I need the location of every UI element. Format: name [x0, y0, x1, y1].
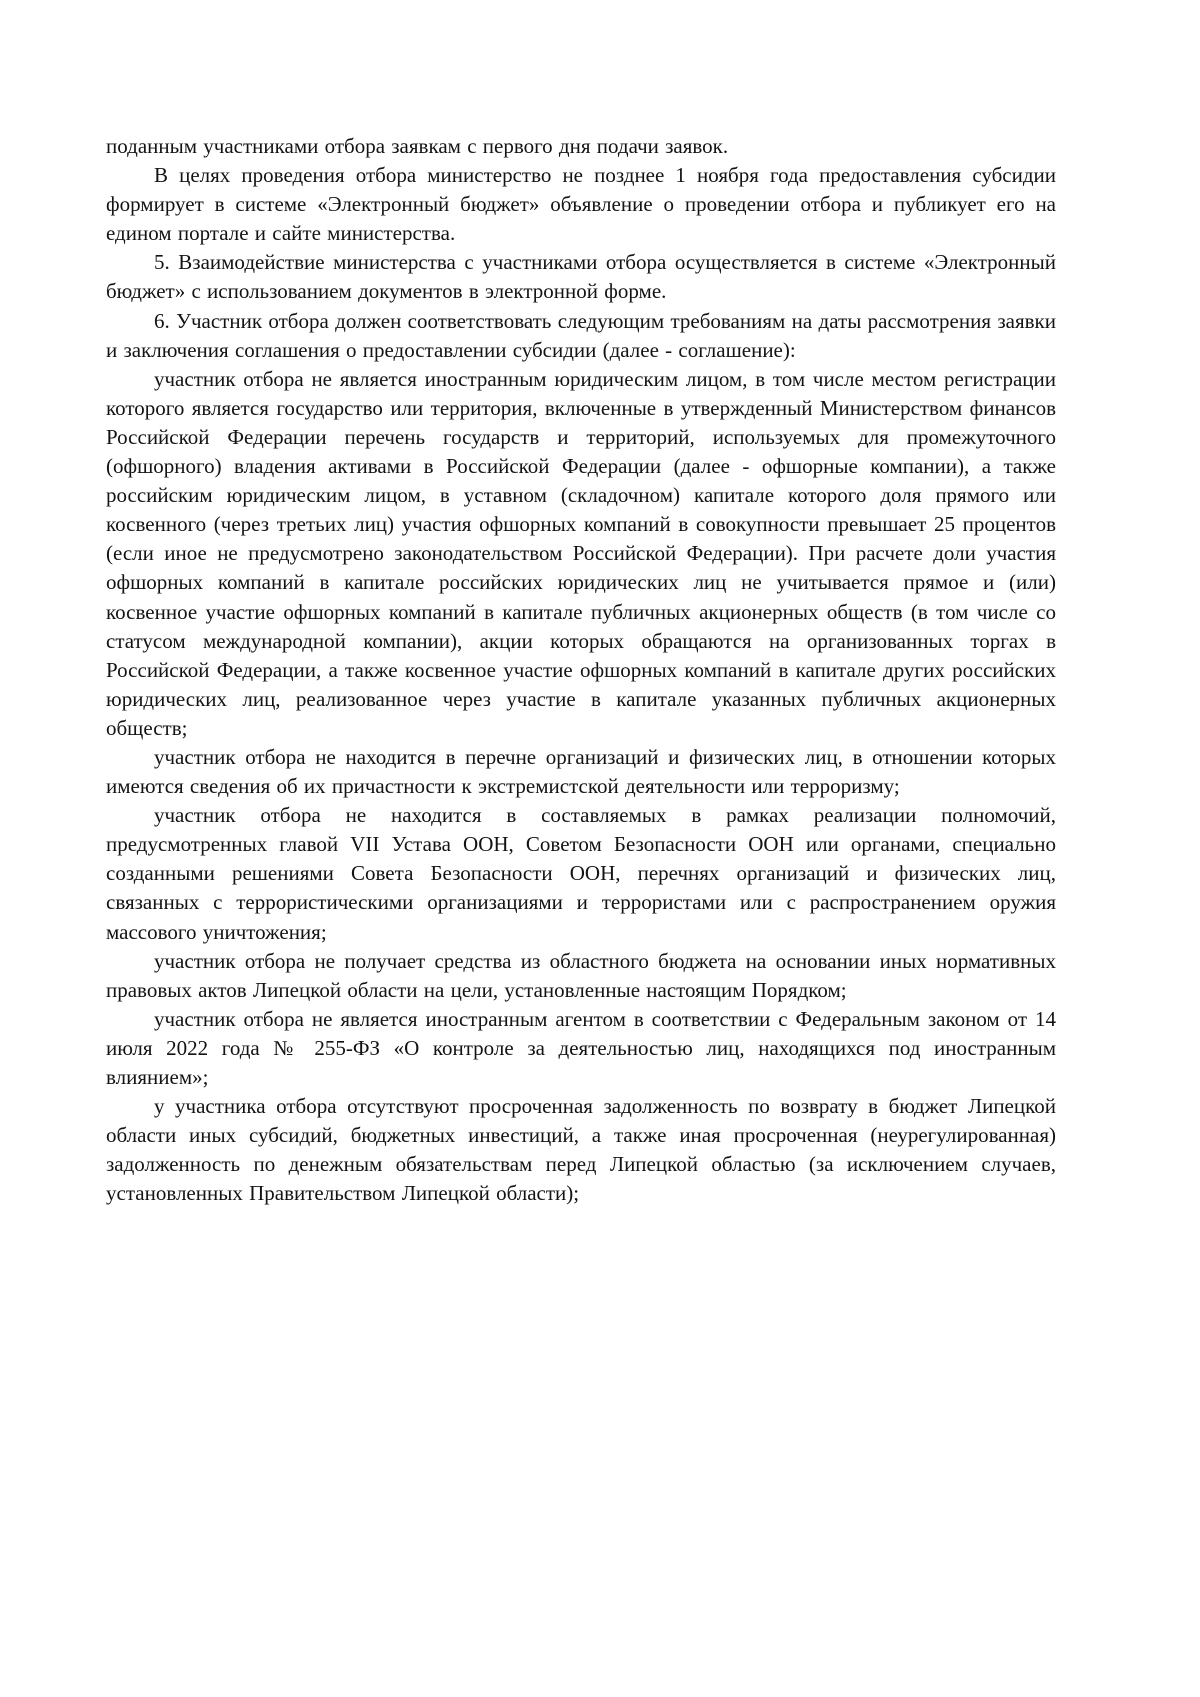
paragraph-continuation: поданным участниками отбора заявкам с первого дня подачи заявок. — [106, 134, 729, 158]
paragraph-requirement-foreign-agent: участник отбора не является иностранным агентом в соответствии с Федеральным законом от 14 июля 2022 года № 255-ФЗ «О контроле за деятельностью лиц, находящихся под иностранным влиянием»; — [106, 1006, 1056, 1089]
paragraph-announcement: В целях проведения отбора министерство не позднее 1 ноября года предоставления субсидии формирует в системе «Электронный бюджет» объявление о проведении отбора и публикует его на едином портале и сайте министерства. — [106, 163, 1056, 246]
paragraph-requirement-un-lists: участник отбора не находится в составляемых в рамках реализации полномочий, предусмотренных главой VII Устава ООН, Советом Безопасности ООН или органами, специально созданными решениями Совета Безопасности ООН, перечнях организаций и физических лиц, связанных с террористическими организациями и террористами или с распространением оружия массового уничтожения; — [106, 803, 1056, 944]
paragraph-requirement-extremism: участник отбора не находится в перечне организаций и физических лиц, в отношении которых имеются сведения об их причастности к экстремистской деятельности или терроризму; — [106, 744, 1056, 799]
paragraph-requirement-overdue-debt: у участника отбора отсутствуют просроченная задолженность по возврату в бюджет Липецкой области иных субсидий, бюджетных инвестиций, а также иная просроченная (неурегулированная) задолженность по денежным обязательствам перед Липецкой областью (за исключением случаев, установленных Правительством Липецкой области); — [106, 1094, 1056, 1206]
paragraph-clause-6: 6. Участник отбора должен соответствовать следующим требованиям на даты рассмотрения заявки и заключения соглашения о предоставлении субсидии (далее - соглашение): — [106, 308, 1056, 362]
paragraph-clause-5: 5. Взаимодействие министерства с участниками отбора осуществляется в системе «Электронный бюджет» с использованием документов в электронной форме. — [106, 250, 1056, 304]
document-content — [106, 132, 1056, 1208]
paragraph-requirement-regional-budget: участник отбора не получает средства из областного бюджета на основании иных нормативных правовых актов Липецкой области на цели, установленные настоящим Порядком; — [106, 948, 1056, 1002]
paragraph-requirement-offshore: участник отбора не является иностранным юридическим лицом, в том числе местом регистрации которого является государство или территория, включенные в утвержденный Министерством финансов Российской Федерации перечень государств и территорий, используемых для промежуточного (офшорного) владения активами в Российской Федерации (далее - офшорные компании), а также российским юридическим лицом, в уставном (складочном) капитале которого доля прямого или косвенного (через третьих лиц) участия офшорных компаний в совокупности превышает 25 процентов (если иное не предусмотрено законодательством Российской Федерации). При расчете доли участия офшорных компаний в капитале российских юридических лиц не учитывается прямое и (или) косвенное участие офшорных компаний в капитале публичных акционерных обществ (в том числе со статусом международной компании), акции которых обращаются на организованных торгах в Российской Федерации, а также косвенное участие офшорных компаний в капитале других российских юридических лиц, реализованное через участие в капитале указанных публичных акционерных обществ; — [106, 366, 1056, 740]
